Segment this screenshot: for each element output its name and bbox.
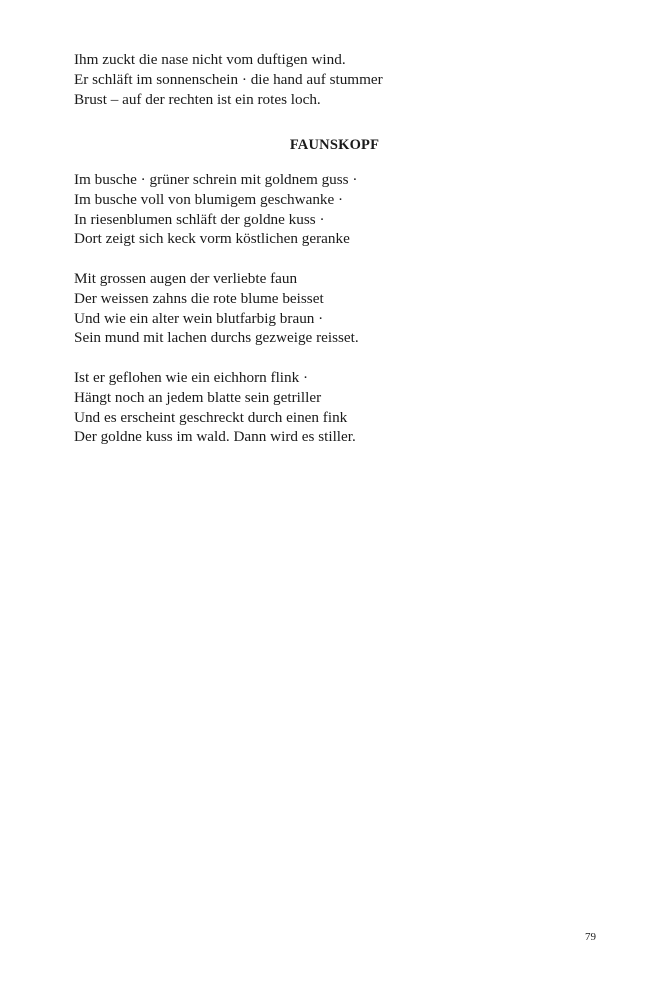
poem-fragment-continued — [74, 50, 514, 109]
stanza-2 — [74, 269, 514, 348]
verse-line: Ist er geflohen wie ein eichhorn flink · — [74, 369, 309, 386]
page-number: 79 — [585, 931, 596, 943]
verse-line: Der weissen zahns die rote blume beisset — [74, 289, 324, 307]
verse-line: Im busche voll von blumigem geschwanke · — [74, 190, 344, 208]
verse-line: Der goldne kuss im wald. Dann wird es stiller. — [74, 428, 356, 446]
verse-line: Hängt noch an jedem blatte sein getriller — [74, 388, 322, 406]
verse-line: Ihm zuckt die nase nicht vom duftigen wind. — [74, 51, 346, 68]
stanza-1 — [74, 170, 514, 249]
poem-title: FAUNSKOPF — [289, 137, 380, 153]
verse-line: In riesenblumen schläft der goldne kuss · — [74, 210, 325, 228]
verse-line: Im busche · grüner schrein mit goldnem guss · — [74, 171, 358, 188]
verse-line: Sein mund mit lachen durchs gezweige reisset. — [74, 329, 359, 347]
verse-line: Und wie ein alter wein blutfarbig braun · — [74, 309, 324, 327]
verse-line: Mit grossen augen der verliebte faun — [74, 270, 298, 287]
verse-line: Dort zeigt sich keck vorm köstlichen geranke — [74, 230, 350, 248]
verse-line: Und es erscheint geschreckt durch einen fink — [74, 408, 348, 426]
stanza-3 — [74, 368, 514, 447]
verse-line: Er schläft im sonnenschein · die hand auf stummer — [74, 70, 383, 88]
verse-line: Brust – auf der rechten ist ein rotes loch. — [74, 90, 321, 108]
